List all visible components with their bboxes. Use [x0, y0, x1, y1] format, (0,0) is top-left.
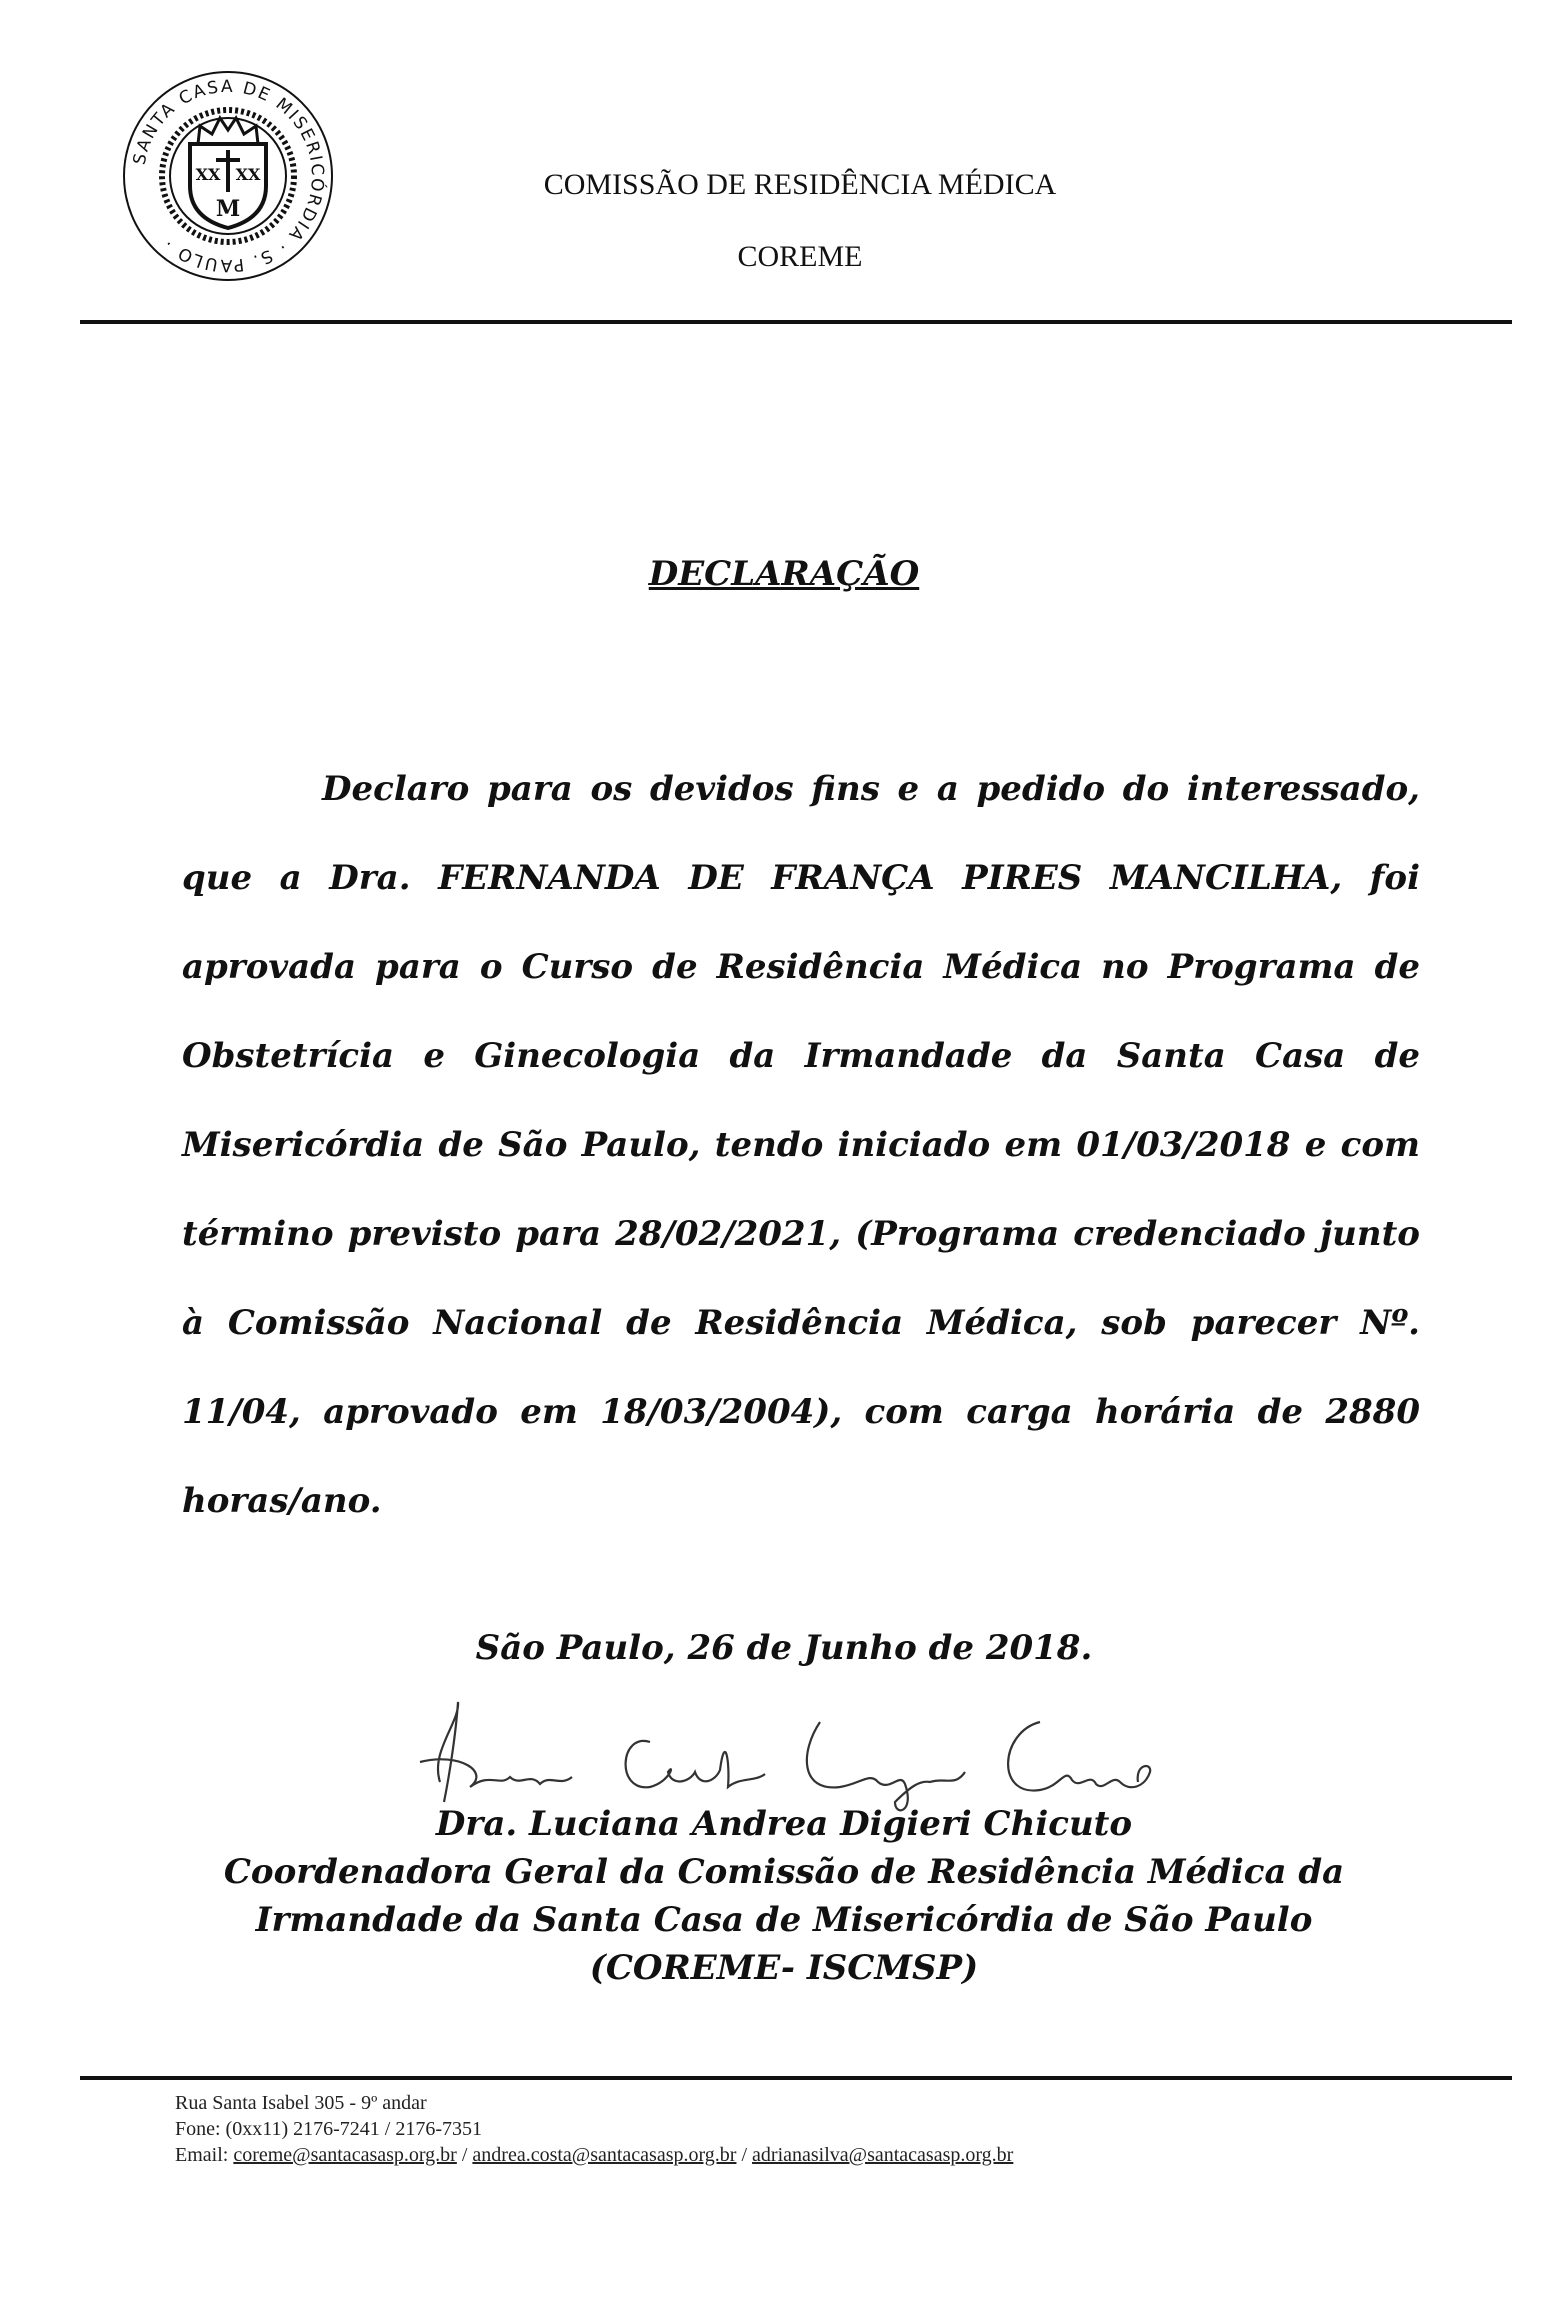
date-line: São Paulo, 26 de Junho de 2018. — [475, 1628, 1093, 1668]
header-divider — [80, 320, 1512, 324]
footer — [175, 2090, 1475, 2168]
email-link-andrea[interactable]: andrea.costa@santacasasp.org.br — [472, 2144, 737, 2166]
declaration-body: Declaro para os devidos fins e a pedido do interessado, que a Dra. FERNANDA DE FRANÇA PIRES MANCILHA, foi aprovada para o Curso de Residência Médica no Programa de Obstetrícia e Ginecologia da Irmandade da Santa Casa de Misericórdia de São Paulo, tendo iniciado em 01/03/2018 e com término previsto para 28/02/2021, (Programa credenciado junto à Comissão Nacional de Residência Médica, sob parecer Nº. 11/04, aprovado em 18/03/2004), com carga horária de 2880 horas/ano. — [182, 769, 1420, 1521]
footer-address: Rua Santa Isabel 305 - 9º andar — [175, 2092, 427, 2114]
footer-email-line — [175, 2142, 1475, 2168]
signatory-role-line3: (COREME- ISCMSP) — [589, 1948, 979, 1988]
header-title: COMISSÃO DE RESIDÊNCIA MÉDICA — [543, 168, 1057, 201]
document-heading: DECLARAÇÃO — [648, 554, 920, 594]
header-subtitle: COREME — [737, 240, 863, 273]
svg-text:SANTA CASA DE MISERICÓRDIA · S: SANTA CASA DE MISERICÓRDIA · S. PAULO · — [129, 76, 328, 276]
institution-seal-logo — [120, 68, 336, 284]
footer-divider — [80, 2076, 1512, 2080]
footer-phone: Fone: (0xx11) 2176-7241 / 2176-7351 — [175, 2118, 483, 2140]
signatory-name: Dra. Luciana Andrea Digieri Chicuto — [435, 1804, 1133, 1844]
footer-separator: / — [736, 2144, 753, 2166]
signatory-block — [0, 1800, 1568, 1992]
email-link-adriana[interactable]: adrianasilva@santacasasp.org.br — [752, 2144, 1014, 2166]
footer-separator: / — [456, 2144, 473, 2166]
svg-text:XX: XX — [235, 165, 261, 184]
svg-text:M: M — [215, 196, 241, 222]
email-link-coreme[interactable]: coreme@santacasasp.org.br — [233, 2144, 457, 2166]
svg-text:XX: XX — [195, 165, 221, 184]
signatory-role-line1: Coordenadora Geral da Comissão de Residência Médica da — [223, 1852, 1345, 1892]
footer-email-label: Email: — [175, 2144, 229, 2166]
signatory-role-line2: Irmandade da Santa Casa de Misericórdia de São Paulo — [255, 1900, 1313, 1940]
